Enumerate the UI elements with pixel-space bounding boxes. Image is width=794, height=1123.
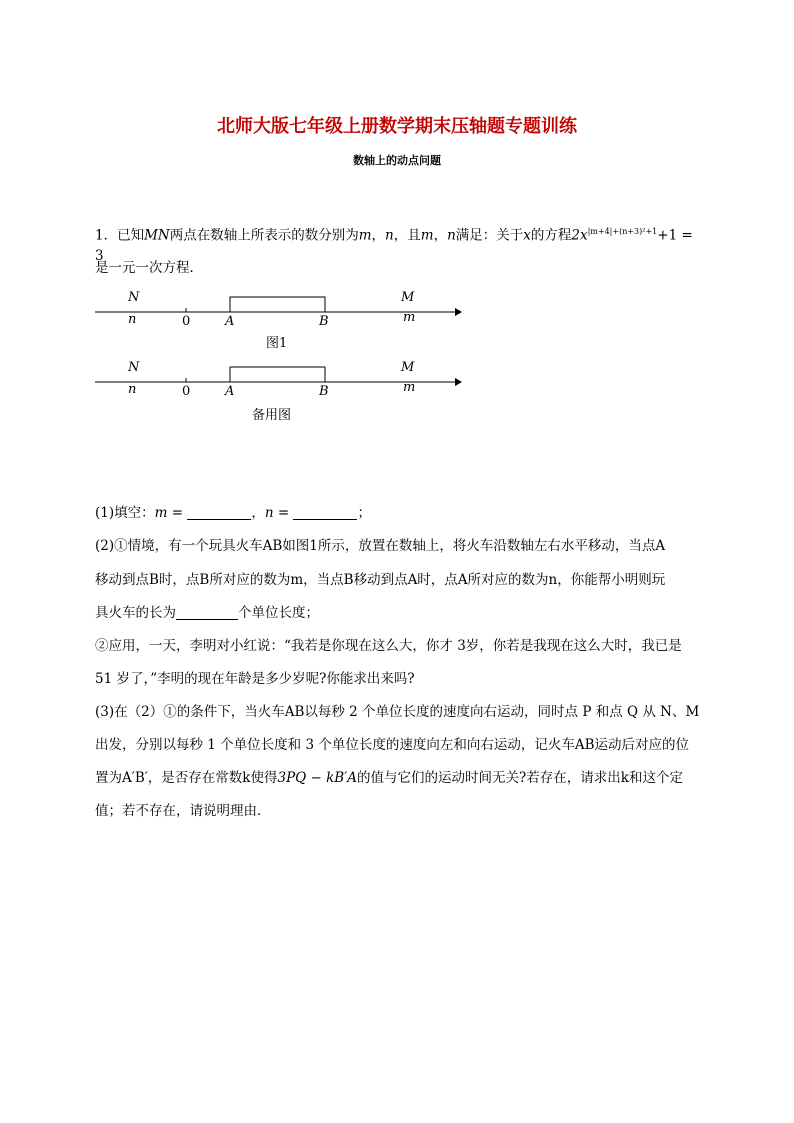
question-3-line1: (3)在（2）①的条件下，当火车AB以每秒 2 个单位长度的速度向右运动，同时点 P 和点 Q 从 N、M	[95, 704, 700, 720]
q1-end: ；	[357, 505, 371, 521]
label-N: N	[128, 290, 140, 305]
problem-intro-line1: 1．已知MN两点在数轴上所表示的数分别为m，n，且m，n满足：关于x的方程$2x^{|m+4|+(n+3)^2+1}+1 = 3$	[95, 227, 693, 264]
equation-exponent: |m+4|+(n+3)²+1	[587, 227, 658, 236]
question-3-line4: 值；若不存在，请说明理由．	[95, 803, 271, 819]
label-zero: 0	[182, 384, 191, 399]
label-B: B	[319, 384, 329, 399]
q1-m-label: m =	[154, 505, 184, 521]
label-n: n	[128, 382, 137, 397]
label-M: M	[401, 290, 415, 305]
figure-caption: 图1	[266, 336, 288, 351]
question-2b-line2: 51 岁了，”李明的现在年龄是多少岁呢?你能求出来吗?	[95, 671, 415, 687]
label-A: A	[225, 314, 235, 329]
label-m: m	[403, 380, 416, 395]
q2-text: 个单位长度；	[238, 605, 319, 621]
label-B: B	[319, 314, 329, 329]
answer-blank-n[interactable]	[293, 505, 357, 520]
figure-1	[90, 290, 470, 351]
intro-text: ，且	[393, 227, 421, 244]
question-2-line3	[95, 603, 705, 623]
intro-text: 两点在数轴上所表示的数分别为	[169, 227, 359, 244]
var-n: n	[385, 227, 394, 244]
var-MN: MN	[144, 227, 170, 244]
label-m: m	[403, 310, 416, 325]
question-3-line3	[95, 768, 705, 788]
question-1: (1)填空：m = ，n = ；	[95, 505, 371, 521]
q1-n-label: n =	[264, 505, 290, 521]
label-N: N	[128, 360, 140, 375]
intro-text: 1．已知	[95, 227, 145, 244]
document-title: 北师大版七年级上册数学期末压轴题专题训练	[217, 116, 577, 137]
question-2b-line1: ②应用，一天，李明对小红说：“我若是你现在这么大，你才 3岁，你若是我现在这么大时，我已是	[95, 638, 682, 654]
answer-blank-length[interactable]	[176, 605, 238, 620]
var-x: x	[523, 227, 531, 244]
var-n: n	[447, 227, 456, 244]
problem-intro-line2: 是一元一次方程．	[95, 260, 203, 276]
var-m: m	[420, 227, 434, 244]
equation-base: 2x	[571, 227, 588, 244]
question-2-line2: 移动到点B时，点B所对应的数为m，当点B移动到点A时，点A所对应的数为n，你能帮小明则玩	[95, 572, 666, 588]
var-m: m	[358, 227, 372, 244]
label-zero: 0	[182, 314, 191, 329]
answer-blank-m[interactable]	[187, 505, 251, 520]
intro-text: 满足：关于	[455, 227, 524, 244]
figure-caption: 备用图	[252, 408, 292, 423]
intro-text: 的方程	[530, 227, 572, 244]
q3-text: 置为A′B′，是否存在常数k使得	[95, 770, 278, 786]
q3-expression: 3PQ − kB′A	[277, 770, 358, 786]
question-2-line1: (2)①情境，有一个玩具火车AB如图1所示，放置在数轴上，将火车沿数轴左右水平移动，当点A	[95, 538, 666, 554]
figure-2	[90, 360, 470, 423]
q2-text: 具火车的长为	[95, 605, 176, 621]
label-M: M	[401, 360, 415, 375]
equation-rest: +1 = 3	[95, 227, 693, 264]
label-n: n	[128, 312, 137, 327]
document-subtitle: 数轴上的动点问题	[353, 154, 441, 167]
q1-prefix: (1)填空：	[95, 505, 155, 521]
question-3-line2: 出发，分别以每秒 1 个单位长度和 3 个单位长度的速度向左和向右运动，记火车AB运动后对应的位	[95, 737, 690, 753]
q3-text: 的值与它们的运动时间无关?若存在，请求出k和这个定	[357, 770, 683, 786]
label-A: A	[225, 384, 235, 399]
